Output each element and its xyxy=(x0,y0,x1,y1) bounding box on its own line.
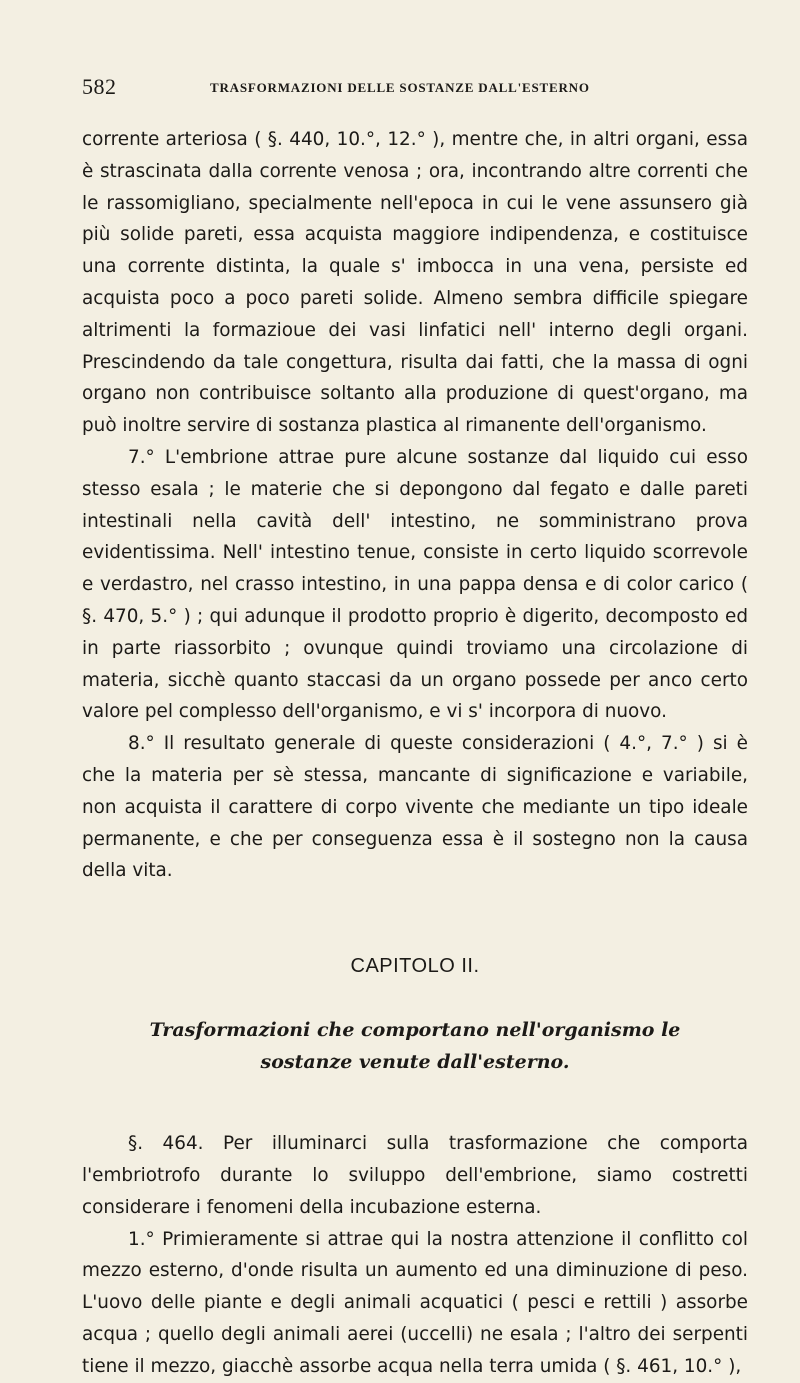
running-head: TRASFORMAZIONI DELLE SOSTANZE DALL'ESTERNO xyxy=(210,80,590,95)
paragraph: 8.° Il resultato generale di queste considerazioni ( 4.°, 7.° ) si è che la materia per sè stessa, mancante di significazione e variabile, non acquista il carattere di corpo vivente che mediante un tipo ideale permanente, e che per conseguenza essa è il sostegno non la causa della vita. xyxy=(82,733,748,882)
body-text-top xyxy=(82,124,748,887)
chapter-number: CAPITOLO II. xyxy=(350,955,480,978)
paragraph: 7.° L'embrione attrae pure alcune sostanze dal liquido cui esso stesso esala ; le materie che si depongono dal fegato e dalle pareti intestinali nella cavità dell' intestino, ne somministrano prova evidentissima. Nell' intestino tenue, consiste in certo liquido scorrevole e verdastro, nel crasso intestino, in una pappa densa e di color carico ( §. 470, 5.° ) ; qui adunque il prodotto proprio è digerito, decomposto ed in parte riassorbito ; ovunque quindi troviamo una circolazione di materia, sicchè quanto staccasi da un organo possede per anco certo valore pel complesso dell'organismo, e vi s' incorpora di nuovo. xyxy=(82,446,748,723)
paragraph: 1.° Primieramente si attrae qui la nostra attenzione il conflitto col mezzo esterno, d'onde risulta un aumento ed una diminuzione di peso. L'uovo delle piante e degli animali acquatici ( pesci e rettili ) assorbe acqua ; quello degli animali aerei (uccelli) ne esala ; l'altro dei serpenti tiene il mezzo, giacchè assorbe acqua nella terra umida ( §. 461, 10.° ), xyxy=(82,1228,748,1377)
paragraph: §. 464. Per illuminarci sulla trasformazione che comporta l'embriotrofo durante lo sviluppo dell'embrione, siamo costretti considerare i fenomeni della incubazione esterna. xyxy=(82,1133,748,1218)
body-text-bottom xyxy=(82,1128,748,1382)
chapter-heading xyxy=(82,955,748,1078)
page-header xyxy=(82,74,748,124)
paragraph: corrente arteriosa ( §. 440, 10.°, 12.° ), mentre che, in altri organi, essa è strascinata dalla corrente venosa ; ora, incontrando altre correnti che le rassomigliano, specialmente nell'epoca in cui le vene assunsero già più solide pareti, essa acquista maggiore indipendenza, e costituisce una corrente distinta, la quale s' imbocca in una vena, persiste ed acquista poco a poco pareti solide. Almeno sembra difficile spiegare altrimenti la formazioue dei vasi linfatici nell' interno degli organi. Prescindendo da tale congettura, risulta dai fatti, che la massa di ogni organo non contribuisce soltanto alla produzione di quest'organo, ma può inoltre servire di sostanza plastica al rimanente dell'organismo. xyxy=(82,129,748,437)
page-number: 582 xyxy=(82,74,117,99)
chapter-title: Trasformazioni che comportano nell'organismo le sostanze venute dall'esterno. xyxy=(149,1019,681,1074)
